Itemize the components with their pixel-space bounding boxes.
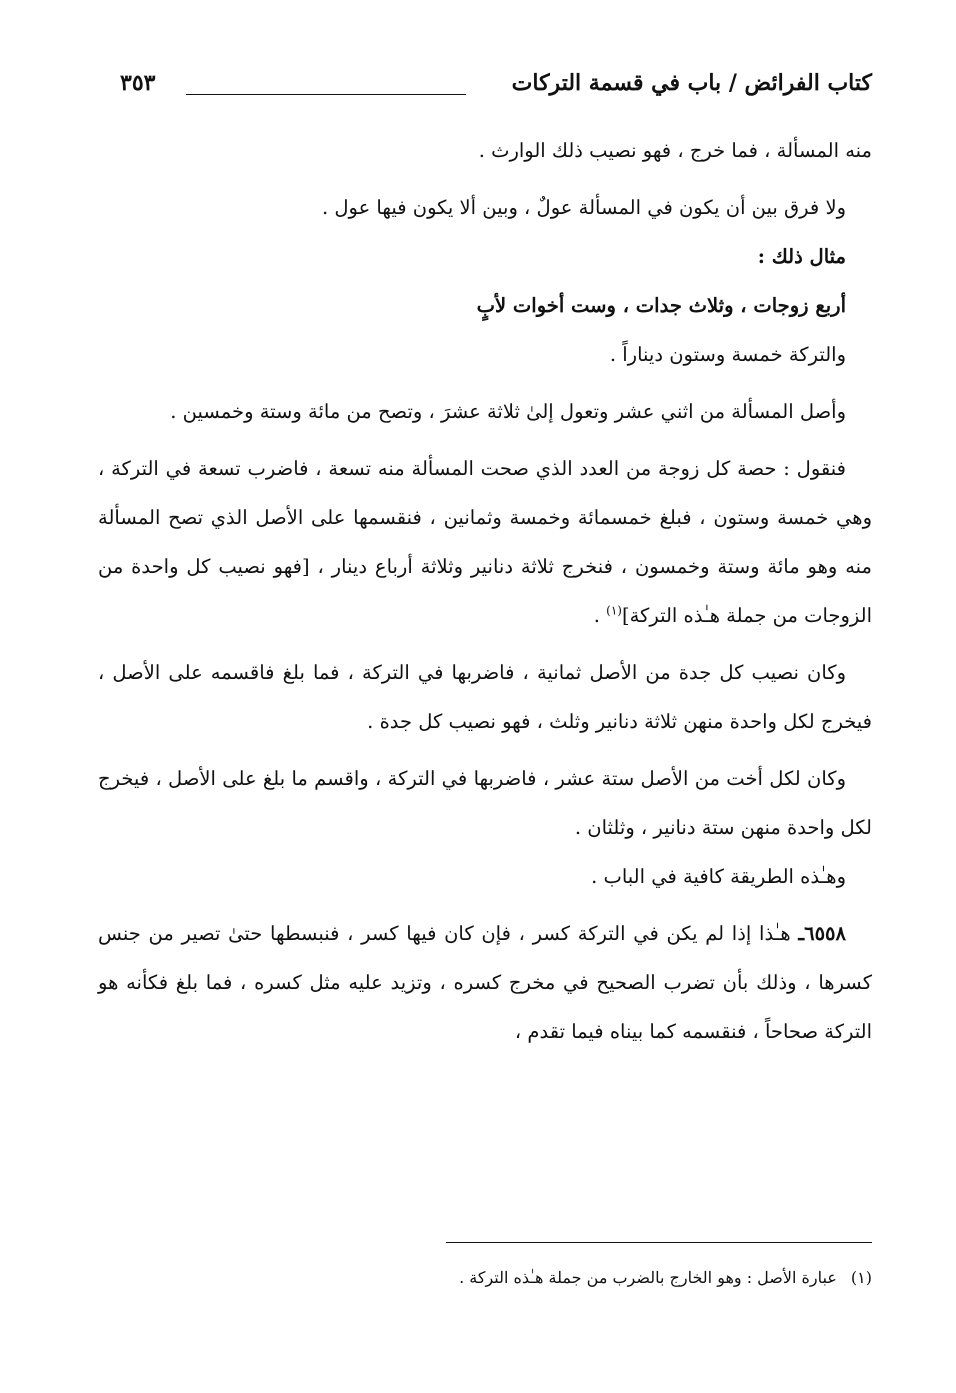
- paragraph-2: ولا فرق بين أن يكون في المسألة عولٌ ، وبين ألا يكون فيها عول .: [321, 196, 846, 219]
- footnote-rule: [446, 1242, 872, 1243]
- paragraph-wives: [98, 444, 872, 640]
- footnote: [98, 1264, 872, 1292]
- paragraph-6558-text: هـٰذا إذا لم يكن في التركة كسر ، فإن كان فيها كسر ، فنبسطها حتىٰ تصير من جنس كسرها ، وذلك بأن تضرب الصحيح في مخرج كسره ، وتزيد عليه مثل كسره ، فما بلغ فكأنه هو التركة صحاحاً ، فنقسمه كما بيناه فيما تقدم ،: [98, 922, 872, 1043]
- paragraph-6558: [98, 909, 872, 1056]
- paragraph-wives-text: فنقول : حصة كل زوجة من العدد الذي صحت المسألة منه تسعة ، فاضرب تسعة في التركة ، وهي خمسة وستون ، فبلغ خمسمائة وخمسة وثمانين ، فنقسمها على الأصل الذي تصح المسألة منه وهو مائة وستة وخمسون ، فنخرج ثلاثة دنانير وثلاثة أرباع دينار ، [فهو نصيب كل واحدة من الزوجات من جملة هـٰذه التركة]: [98, 457, 872, 627]
- example-heirs: أربع زوجات ، وثلاث جدات ، وست أخوات لأبٍ: [476, 294, 846, 317]
- paragraph-sisters: وكان لكل أخت من الأصل ستة عشر ، فاضربها في التركة ، واقسم ما بلغ على الأصل ، فيخرج لكل واحدة منهن ستة دنانير ، وثلثان .: [98, 767, 872, 839]
- footnote-text: عبارة الأصل : وهو الخارج بالضرب من جملة هـٰذه التركة .: [459, 1268, 837, 1287]
- header-title: كتاب الفرائض / باب في قسمة التركات: [511, 70, 872, 96]
- header-rule: [186, 94, 466, 95]
- page-number: ٣٥٣: [120, 70, 156, 96]
- paragraph-wives-end: .: [593, 604, 607, 627]
- footnote-number: (١): [850, 1268, 872, 1287]
- main-text: [98, 126, 872, 1064]
- running-header: [98, 70, 872, 110]
- section-number: ٦٥٥٨ـ: [798, 922, 846, 945]
- paragraph-method: وهـٰذه الطريقة كافية في الباب .: [591, 865, 846, 888]
- paragraph-estate: والتركة خمسة وستون ديناراً .: [609, 343, 846, 366]
- paragraph-1: منه المسألة ، فما خرج ، فهو نصيب ذلك الوارث .: [478, 139, 872, 162]
- example-heading: مثال ذلك :: [757, 245, 846, 268]
- footnote-ref-1[interactable]: (١): [606, 603, 622, 618]
- paragraph-grandmothers: وكان نصيب كل جدة من الأصل ثمانية ، فاضربها في التركة ، فما بلغ فاقسمه على الأصل ، فيخرج لكل واحدة منهن ثلاثة دنانير وثلث ، فهو نصيب كل جدة .: [98, 661, 872, 733]
- paragraph-origin: وأصل المسألة من اثني عشر وتعول إلىٰ ثلاثة عشرَ ، وتصح من مائة وستة وخمسين .: [170, 400, 846, 423]
